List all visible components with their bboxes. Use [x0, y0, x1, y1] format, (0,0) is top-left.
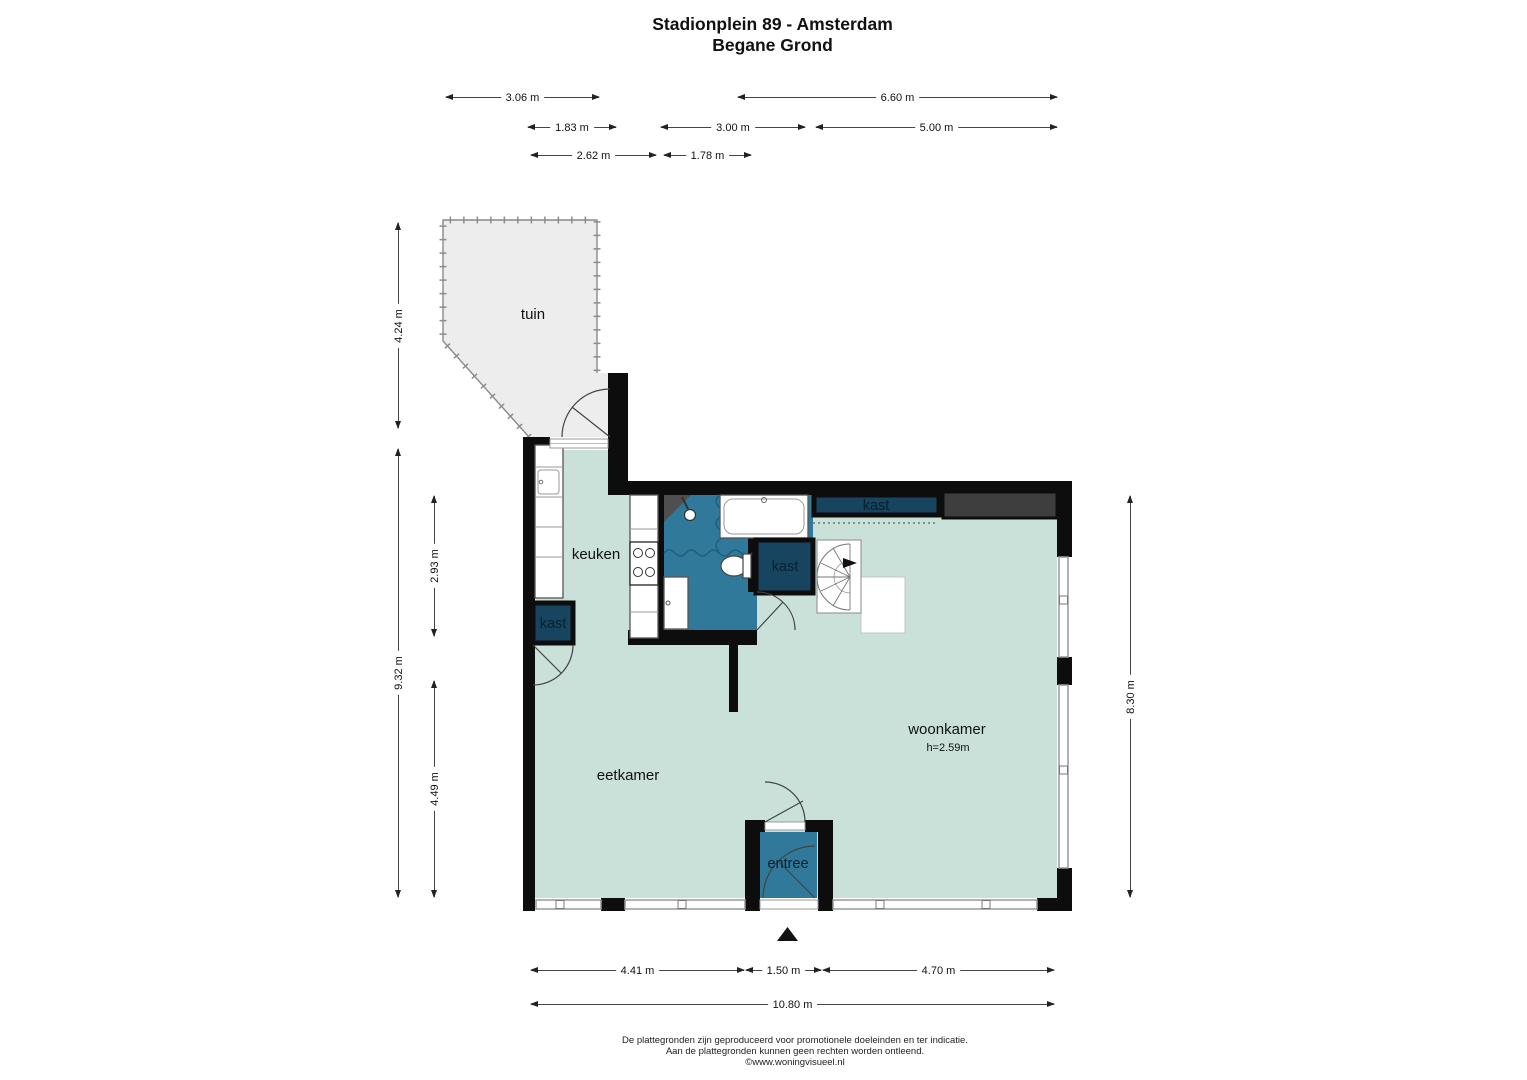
wall-left — [523, 437, 535, 911]
dimension-label: 4.41 m — [616, 965, 660, 977]
dimension-label: 4.49 m — [429, 767, 441, 811]
shower-head-icon — [685, 510, 696, 521]
bathtub — [720, 495, 808, 538]
wall-garden-side — [608, 373, 628, 495]
garden-area — [443, 220, 608, 437]
kitchen-counter-left — [535, 445, 563, 598]
dimension-label: 9.32 m — [393, 651, 405, 695]
window-bottom-1 — [536, 900, 601, 909]
footer-line-1: De plattegronden zijn geproduceerd voor promotionele doeleinden en ter indicatie. — [622, 1035, 968, 1046]
dimension-label: 2.62 m — [572, 150, 616, 162]
washer — [664, 577, 688, 629]
dimension-label: 1.83 m — [550, 122, 594, 134]
doorway-entrance-living — [765, 822, 805, 830]
dimension-label: 3.00 m — [711, 122, 755, 134]
wall-entrance-top-left — [745, 820, 765, 832]
dimension-label: 1.50 m — [762, 965, 806, 977]
dimension-label: 2.93 m — [429, 544, 441, 588]
stair-box — [817, 540, 861, 613]
stove — [630, 542, 658, 585]
dimension-label: 4.70 m — [917, 965, 961, 977]
room-label-kast: kast — [862, 498, 890, 514]
window-right-1 — [1059, 557, 1068, 657]
wall-bottom-right-corner — [1037, 898, 1072, 911]
wall-room-divider-stub — [729, 645, 738, 712]
window-right-2 — [1059, 685, 1068, 868]
wall-bottom-pillar — [601, 898, 625, 911]
room-label-woonkamer: woonkamer — [908, 721, 986, 738]
window-mullion — [982, 901, 990, 909]
window-mullion — [1060, 596, 1068, 604]
window-bottom-3 — [833, 900, 1037, 909]
footer-disclaimer — [520, 1035, 1070, 1068]
footer-copyright: ©www.woningvisueel.nl — [745, 1057, 845, 1068]
dimension-label: 1.78 m — [686, 150, 730, 162]
window-mullion — [678, 901, 686, 909]
wall-right-upper — [1057, 481, 1072, 557]
toilet-tank — [743, 554, 751, 578]
title-address: Stadionplein 89 - Amsterdam — [652, 14, 893, 34]
stair-void-outline — [861, 577, 905, 633]
entrance-arrow-icon — [777, 927, 798, 941]
room-label-eetkamer: eetkamer — [596, 767, 660, 784]
dimension-label: 8.30 m — [1125, 675, 1137, 719]
room-label-kast: kast — [539, 616, 567, 632]
footer-line-2: Aan de plattegronden kunnen geen rechten worden ontleend. — [665, 1046, 925, 1057]
room-label-entree: entree — [767, 856, 809, 872]
room-ceiling-height: h=2.59m — [926, 742, 970, 754]
wall-entrance-right — [818, 820, 833, 911]
wall-entrance-left — [745, 820, 760, 911]
window-mullion — [556, 901, 564, 909]
wall-right-mid — [1057, 657, 1072, 685]
window-mullion — [876, 901, 884, 909]
front-door-sill — [760, 900, 818, 909]
dimension-label: 5.00 m — [915, 122, 959, 134]
window-mullion — [1060, 766, 1068, 774]
wall-entrance-top-right — [805, 820, 833, 832]
built-in-cabinet-dark — [943, 492, 1057, 518]
room-label-tuin: tuin — [520, 306, 546, 323]
room-label-keuken: keuken — [571, 546, 621, 563]
dimension-label: 4.24 m — [393, 304, 405, 348]
dimension-label: 3.06 m — [501, 92, 545, 104]
dimension-label: 6.60 m — [876, 92, 920, 104]
room-label-kast: kast — [771, 559, 799, 575]
garden-floor — [443, 220, 608, 437]
dimension-label: 10.80 m — [768, 999, 818, 1011]
title-floor: Begane Grond — [712, 35, 833, 55]
